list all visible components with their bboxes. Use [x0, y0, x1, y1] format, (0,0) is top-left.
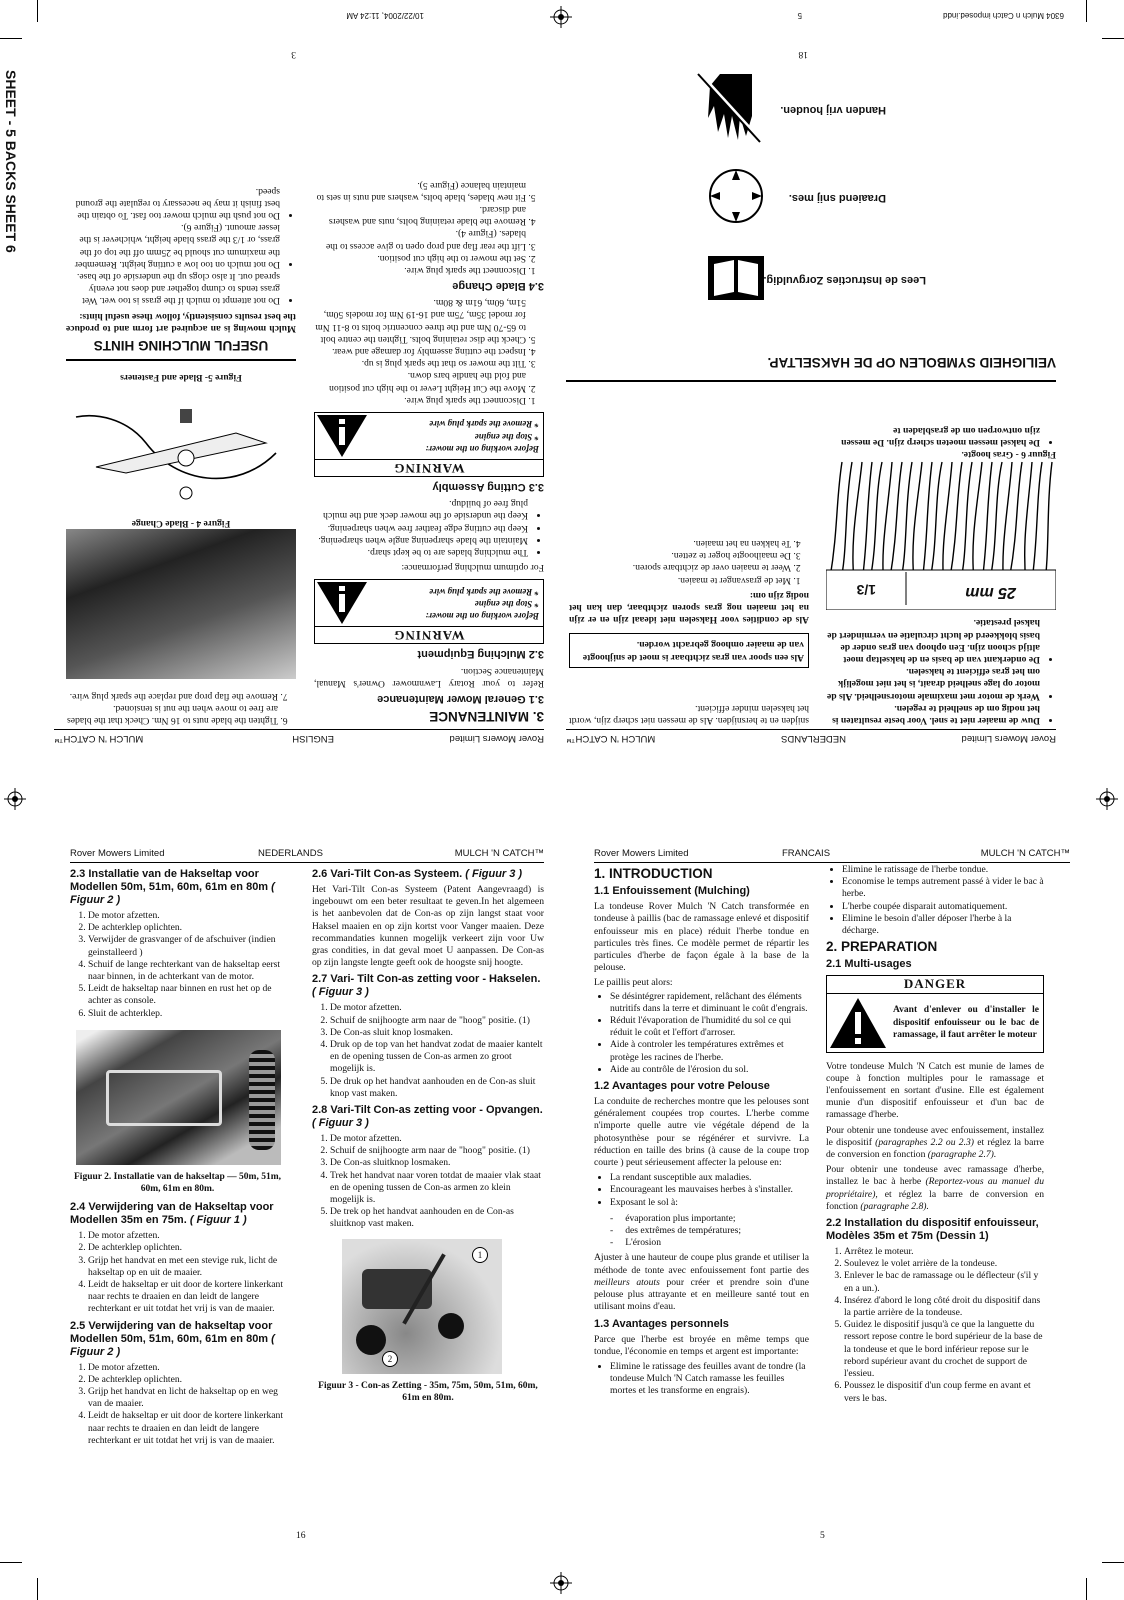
list-item: 2. Set the mower to the high cut position. [314, 252, 526, 264]
column-hints [66, 180, 296, 726]
warning-line: * Remove the spark plug wire [429, 419, 539, 430]
list-item: 2. Move the Cut Height Lever to the high cut position and fold the handle bars down. [314, 369, 526, 393]
warning-box [314, 579, 544, 644]
list-item: 3. Verwijder de grasvanger of de afschuiver (indien geinstalleerd ) [88, 934, 285, 958]
safety-title: VEILIGHEID SYMBOLEN OP DE HAKSELTAP. [566, 356, 1056, 382]
list-item: 5. De trek op het handvat aanhouden en de Con-as sluitknop vast maken. [330, 1206, 544, 1230]
blade-fasteners-illustration [66, 383, 296, 513]
warning-triangle-icon [315, 413, 369, 459]
list-item: • L'herbe coupée disparait automatiquement. [842, 901, 1044, 913]
paragraph: Votre tondeuse Mulch 'N Catch est munie de lames de coupe à fonction multiples pour le ramassage et l'enfouissement en sortant d'usine. Elle est également munie d'un dispositif enfouisseur et d'un bac de ramassage d'herbe. [826, 1060, 1044, 1121]
page-header [54, 729, 544, 744]
symbol-rotating-blade [566, 166, 886, 226]
paragraph: Pour obtenir une tondeuse avec ramassage d'herbe, installez le bac à herbe (Reportez-vous au manuel du propriétaire), et réglez la barre de conversion en fonction (paragraphe 2.8). [826, 1164, 1044, 1212]
section-title: 2. PREPARATION [826, 939, 938, 955]
list-item: • The mulching blades are to be kept sharp. [314, 546, 528, 558]
list-item: 4. Inspect the cutting assembly for damage and wear. [314, 345, 526, 357]
safety-symbols-section [566, 104, 1056, 386]
list-item: • Se désintégrer rapidement, relâchant des éléments nutritifs dans la terre et diminuant le coût d'engrais. [610, 991, 809, 1015]
warning-line: * Stop the engine [474, 431, 539, 442]
figure-2-caption: Figuur 2. Installatie van de hakseltap — 50m, 51m, 60m, 61m en 80m. [74, 1171, 281, 1195]
warning-triangle-icon [827, 994, 889, 1052]
list-item: • Do not push the mulch mower too fast. To obtain the best finish it may be necessary to regulate the ground speed. [66, 184, 280, 221]
warning-line: Before working on the mower: [425, 443, 539, 454]
column-1 [826, 420, 1056, 726]
registration-mark-icon [550, 1572, 572, 1594]
list-item: 2. De achterklep oplichten. [88, 1374, 285, 1386]
section-title: 3.3 Cutting Assembly [432, 480, 544, 493]
section-title: USEFUL MULCHING HINTS [66, 339, 296, 361]
list-item: 2. Schuif de snijhoogte arm naar de "hoog" positie. (1) [330, 1145, 544, 1157]
list-item: • Keep the cutting edge feather free when sharpening. [314, 521, 528, 533]
list-item: 4. Druk op de top van het handvat zodat de maaier kantelt en de opening tussen de Con-as armen zo groot mogelijk is. [330, 1039, 544, 1076]
list-item: 7. Remove the flap prop and replace the spark plug wire. [66, 689, 278, 701]
list-item: • Réduit l'évaporation de l'humidité du sol ce qui réduit le coût et l'effort d'arroser. [610, 1015, 809, 1039]
page-nederlands-16 [70, 848, 544, 1558]
list-item: • Do not attempt to mulch if the grass is too wet. Wet grass tends to clump together and does not evenly spread out. It also clogs up the underside of the base. [66, 270, 280, 307]
danger-box [826, 975, 1044, 1052]
paragraph: La conduite de recherches montre que les pelouses sont généralement coupées trop courtes. L'herbe comme n'importe quelle autre vie végétale dépend de la photosynthèse pour se régénérer et survivre. La réduction en taille des brins (à cause de la coupe trop courte ) peut sérieusement affecter la pelouse en: [594, 1096, 809, 1169]
symbol-label: Draaiend snij mes. [788, 192, 886, 204]
list-item: 1. Disconnect the spark plug wire. [314, 394, 526, 406]
page-english-3 [34, 20, 554, 800]
list-item: 4. Trek het handvat naar voren totdat de maaier vlak staat en de opening tussen de Con-as armen zo klein mogelijk is. [330, 1170, 544, 1207]
list-item: 1. De motor afzetten. [330, 1133, 544, 1145]
figure-2-photo [76, 1030, 281, 1165]
list-item: 2. Soulevez le volet arrière de la tondeuse. [844, 1258, 1044, 1270]
page-header [70, 848, 544, 863]
list-item: • Werk de motor met maximale motorsnelheid. Als de motor op lage snelheid draait, is het niet mogelijk om het gras efficient te hakselen. [826, 665, 1040, 702]
paragraph: snijden en te hersnijden. Als de messen niet scherp zijn, wordt het hakselen minder efficient. [569, 702, 809, 726]
list-item: 5. Leidt de hakseltap naar binnen en rust het op de achter as console. [88, 983, 285, 1007]
list-item: 3. Lift the rear flap and prop open to give access to the blades. (Figure 4). [314, 227, 526, 251]
header-company: Rover Mowers Limited [594, 848, 689, 859]
warning-line: * Remove the spark plug wire [429, 586, 539, 597]
list-item: 2. Weer te maaien over de zichtbare sporen. [569, 561, 791, 573]
danger-text: Avant d'enlever ou d'installer le dispositif enfouisseur ou le bac de ramassage, il faut arrêter le moteur [893, 1005, 1039, 1040]
section-title: 3.4 Blade Change [452, 279, 544, 292]
figure-3-caption: Figuur 3 - Con-as Zetting - 35m, 75m, 50m, 51m, 60m, 61m en 80m. [318, 1380, 538, 1403]
figure-4-photo [66, 529, 296, 679]
list-item: • Maintain the blade sharpening angle when sharpening. [314, 534, 528, 546]
list-item: 1. Arrêtez le moteur. [844, 1246, 1044, 1258]
notice-box: Als een spoor van gras zichtbaar is moet de snijhoogte van de maaier omhoog gebracht worden. [569, 633, 809, 667]
list-item: 1. De motor afzetten. [88, 1362, 285, 1374]
list-item: • De onderkant van de basis en de hakseltap moet altijd schoon zijn. Een ophoop van gras onder de basis blokkeerd de lucht circulatie en vermindert de haksel prestatie. [826, 616, 1040, 665]
page-number: 5 [820, 1530, 825, 1541]
sheet-side-label: SHEET - 5 BACKS SHEET 6 [3, 70, 19, 253]
section-title: 1.1 Enfouissement (Mulching) [594, 885, 750, 898]
section-title: 1.3 Avantages personnels [594, 1317, 729, 1330]
slug-file: 6304 Mulch n Catch imposed.indd [943, 11, 1064, 20]
paragraph: Mulch mowing is an acquired art form and to produce the best results consistently, follow these useful hints: [66, 310, 296, 334]
header-product: MULCH 'N CATCH™ [454, 848, 544, 859]
list-item: 1. Met de grasvanger te maaien. [569, 573, 791, 585]
header-language: FRANCAIS [782, 848, 831, 859]
list-item: • Elimine le ratissage des feuilles avant de tondre (la tondeuse Mulch 'N Catch ramasse les feuilles mortes et les transforme en engrais). [610, 1361, 809, 1398]
section-title: 2.2 Installation du dispositif enfouisseur, Modèles 35m et 75m (Dessin 1) [826, 1217, 1039, 1243]
list-item: 6. Poussez le dispositif d'un coup ferme en avant et vers le bas. [844, 1380, 1044, 1404]
list-item: 6. Tighten the blade nuts to 16 Nm. Check that the blades are free to move when the nut is tensioned. [66, 702, 278, 726]
paragraph: Refer to your Rotary Lawnmower Owner's Manual, Maintenance Section. [314, 665, 544, 689]
column-1 [70, 864, 285, 1451]
symbol-label: Lees de Instructies Zorgvuldig. [763, 274, 926, 286]
paragraph: Ajuster à une hauteur de coupe plus grande et utiliser la méthode de tonte avec enfouissement font partie des meilleurs atouts pour créer et prendre soin d'une pelouse plus attrayante et en meilleure santé tout en utilisant moins d'eau. [594, 1252, 810, 1313]
column-maintenance [314, 174, 544, 726]
list-item: 2. Schuif de snijhoogte arm naar de "hoog" positie. (1) [330, 1015, 544, 1027]
warning-title: WARNING [315, 459, 543, 476]
sub-list-item: - évaporation plus importante; [610, 1212, 736, 1224]
column-1 [594, 864, 809, 1402]
paragraph: Als de condities voor Hakselen niet ideaal zijn en er zijn na het maaien nog gras sporen zichtbaar, dan kan het nodig zijn om: [569, 589, 809, 626]
paragraph: Pour obtenir une tondeuse avec enfouissement, installez le dispositif (paragraphes 2.2 ou 2.3) et réglez la barre de conversion en fonction (paragraphe 2.7). [826, 1124, 1045, 1161]
fig6-height-label: 25 mm [965, 584, 1016, 602]
section-title: 2.6 Vari-Tilt Con-as Systeem. ( Figuur 3 ) [312, 868, 523, 880]
list-item: • Duw de maaier niet te snel. Voor beste resultaten is het nodig om de snelheid te regelen. [826, 702, 1040, 726]
warning-line: Before working on the mower: [425, 611, 539, 622]
header-product: MULCH 'N CATCH™ [54, 733, 144, 744]
header-language: NEDERLANDS [258, 848, 323, 859]
page-header [566, 729, 1056, 744]
list-item: 3. Grijp het handvat en met een stevige ruk, licht de hakseltap op en uit de maaier. [88, 1255, 285, 1279]
column-2 [569, 533, 809, 726]
header-language: ENGLISH [292, 733, 334, 744]
section-title: 2.4 Verwijdering van de Hakseltap voor Modellen 35m en 75m. ( Figuur 1 ) [70, 1201, 274, 1227]
list-item: 3. Enlever le bac de ramassage ou le déflecteur (s'il y en a un.). [844, 1270, 1044, 1294]
symbol-manual [566, 246, 926, 306]
list-item: 3. De Con-as sluitknop losmaken. [330, 1157, 544, 1169]
page-header [594, 848, 1070, 863]
page-number: 3 [291, 49, 296, 60]
list-item: • Aide au contrôle de l'érosion du sol. [610, 1064, 809, 1076]
page-francais-5 [594, 848, 1070, 1558]
section-title: 2.3 Installatie van de Hakseltap voor Modellen 50m, 51m, 60m, 61m en 80m ( Figuur 2 ) [70, 868, 275, 906]
section-title: 2.8 Vari-Tilt Con-as zetting voor - Opvangen. ( Figuur 3 ) [312, 1104, 543, 1130]
warning-triangle-icon [315, 580, 369, 626]
list-item: 4. Leidt de hakseltap er uit door de kortere linkerkant naar rechts te draaien en dan leidt de langere rechterkant er uit totdat het vrij is van de maaier. [88, 1410, 285, 1447]
figure-5-drawing [66, 383, 296, 513]
callout-1: 1 [472, 1247, 488, 1263]
section-title: 2.5 Verwijdering van de hakseltap voor Modellen 50m, 51m, 60m, 61m en 80m ( Figuur 2 ) [70, 1319, 275, 1358]
list-item: • Economise le temps autrement passé à vider le bac à herbe. [842, 876, 1044, 900]
list-item: 5. Fit new blades, blade bolts, washers and nuts in sets to maintain balance (Figure 5). [314, 178, 526, 202]
list-item: • Aide à controler les températures extrêmes et protège les racines de l'herbe. [610, 1039, 809, 1063]
figure-6-caption: Figuur 6 - Gras hoogte. [961, 449, 1056, 460]
list-item: 4. Leidt de hakseltap er uit door de kortere linkerkant naar rechts te draaien en dan leidt de langere rechterkant er uit totdat het vrij is van de maaier. [88, 1279, 285, 1316]
list-item: • Elimine le besoin d'aller déposer l'herbe à la décharge. [842, 913, 1044, 937]
list-item: 6. Sluit de achterklep. [88, 1008, 285, 1020]
header-company: Rover Mowers Limited [449, 733, 544, 744]
list-item: • Encourageant les mauvaises herbes à s'installer. [610, 1184, 809, 1196]
paragraph: Parce que l'herbe est broyée en même temps que tondue, l'économie en temps et argent est importante: [594, 1333, 809, 1357]
section-title: 3. MAINTENANCE [429, 709, 544, 724]
list-item: 1. Disconnect the spark plug wire. [314, 264, 526, 276]
fig6-ratio-label: 1/3 [856, 582, 876, 599]
list-item: • Do not mulch on too low a cutting height. Remember the maximum cut should be 25mm off the top of the grass, or 1/3 the grass blade height, whichever is the lesser amount. (Figure 6). [66, 221, 280, 270]
paragraph: La tondeuse Rover Mulch 'N Catch transformée en tondeuse à paillis (bac de ramassage enlevé et dispositif enfouisseur mis en place) réduit l'herbe tondue en particules très fines. Ce modèle permet de répartir les particules d'herbe de façon égale à la base de la pelouse. [594, 901, 809, 974]
list-item: 5. De druk op het handvat aanhouden en de Con-as sluit knop vast maken. [330, 1076, 544, 1100]
paragraph: For optimum mulching performance: [401, 562, 544, 574]
list-item: 2. De achterklep oplichten. [88, 922, 285, 934]
list-item: 3. De maaihoogte hoger te zetten. [569, 549, 791, 561]
section-title: 1. INTRODUCTION [594, 866, 713, 881]
list-item: • Exposant le sol à: [610, 1197, 809, 1209]
header-company: Rover Mowers Limited [961, 733, 1056, 744]
section-title: 3.2 Mulching Equipment [417, 648, 544, 661]
section-title: 1.2 Avantages pour votre Pelouse [594, 1080, 770, 1093]
header-company: Rover Mowers Limited [70, 848, 165, 859]
list-item: 4. Te hakken na het maaien. [569, 537, 791, 549]
danger-title: DANGER [827, 976, 1043, 993]
page-number: 16 [296, 1530, 306, 1541]
list-item: 2. De achterklep oplichten. [88, 1242, 285, 1254]
list-item: • De haksel messen moeten scherp zijn. De messen zijn ontworpen om de grasbladen te [826, 424, 1040, 448]
page-number: 18 [798, 49, 808, 60]
sub-list-item: - des extrêmes de températures; [610, 1225, 742, 1237]
list-item: 1. De motor afzetten. [88, 1230, 285, 1242]
figure-6-grass-height [826, 460, 1056, 610]
symbol-label: Handen vrij houden. [780, 104, 886, 116]
slug-page: 5 [797, 11, 802, 20]
page-nederlands-18 [564, 20, 1084, 800]
header-product: MULCH 'N CATCH™ [566, 733, 656, 744]
warning-box [314, 412, 544, 477]
crop-mark [1102, 1562, 1124, 1563]
list-item: 5. Check the disc retaining bolts. Tighten the centre bolt to 65-70 Nm and the three concentric bolts to 8-11 Nm for model 35m, 75m and 16-19 Nm for models 50m, 51m, 60m, 61m & 80m. [314, 296, 526, 345]
list-item: 1. De motor afzetten. [330, 1002, 544, 1014]
paragraph: Le paillis peut alors: [594, 977, 673, 989]
header-language: NEDERLANDS [781, 733, 846, 744]
warning-line: * Stop the engine [474, 598, 539, 609]
column-2 [826, 864, 1044, 1409]
warning-title: WARNING [315, 626, 543, 643]
section-title: 3.1 General Mower Maintenance [377, 692, 544, 705]
figure-3-photo [342, 1239, 502, 1374]
figure-4-caption: Figure 4 - Blade Change [131, 518, 231, 529]
symbol-hands [566, 66, 886, 146]
section-title: 2.1 Multi-usages [826, 958, 912, 971]
list-item: 4. Schuif de lange rechterkant van de hakseltap eerst naar binnen, in de achterkant van de motor. [88, 959, 285, 983]
slug-date: 10/22/2004, 11:24 AM [346, 11, 424, 20]
list-item: • La rendant susceptible aux maladies. [610, 1172, 809, 1184]
figure-5-caption: Figure 5- Blade and Fasteners [120, 372, 242, 383]
callout-2: 2 [382, 1351, 398, 1367]
list-item: 4. Remove the blade retaining bolts, nuts and washers and discard. [314, 203, 526, 227]
sub-list-item: - L'érosion [610, 1237, 662, 1249]
list-item: 3. Grijp het handvat en licht de hakseltap op en weg van de maaier. [88, 1386, 285, 1410]
crop-mark [37, 1578, 38, 1600]
list-item: 1. De motor afzetten. [88, 910, 285, 922]
list-item: • Keep the underside of the mower deck and the mulch plug free of buildup. [314, 497, 528, 521]
crop-mark [1086, 1578, 1087, 1600]
header-product: MULCH 'N CATCH™ [980, 848, 1070, 859]
column-2 [312, 864, 544, 1404]
paragraph: Het Vari-Tilt Con-as Systeem (Patent Aangevraagd) is ingebouwt om een beter resultaat te geven.In het algemeen is het aanbevolen dat de Con-as op zijn langst staat voor Haksel maaien en op zijn kortst voor Vanger maaien. Deze recommandaties kunnen mogelijk verkeert zijn voor Uw gras condities, in dat geval moet U aanpassen. De Con-as op zijn langste lengte geeft ook de hoogste snij hoogte. [312, 884, 544, 969]
section-title: 2.7 Vari- Tilt Con-as zetting voor - Hakselen. ( Figuur 3 ) [312, 973, 541, 999]
list-item: 3. De Con-as sluit knop losmaken. [330, 1027, 544, 1039]
crop-mark [0, 1562, 22, 1563]
list-item: 3. Tilt the mower so that the spark plug is up. [314, 357, 526, 369]
list-item: • Elimine le ratissage de l'herbe tondue. [842, 864, 1044, 876]
list-item: 4. Insérez d'abord le long côté droit du dispositif dans la partie arrière de la tondeuse. [844, 1295, 1044, 1319]
list-item: 5. Guidez le dispositif jusqu'à ce que la languette du ressort repose contre le bord supérieur de la base de la tondeuse et que le bord inférieur repose sur le rebord supérieur avant du crochet de support de l'essieu. [844, 1319, 1044, 1380]
